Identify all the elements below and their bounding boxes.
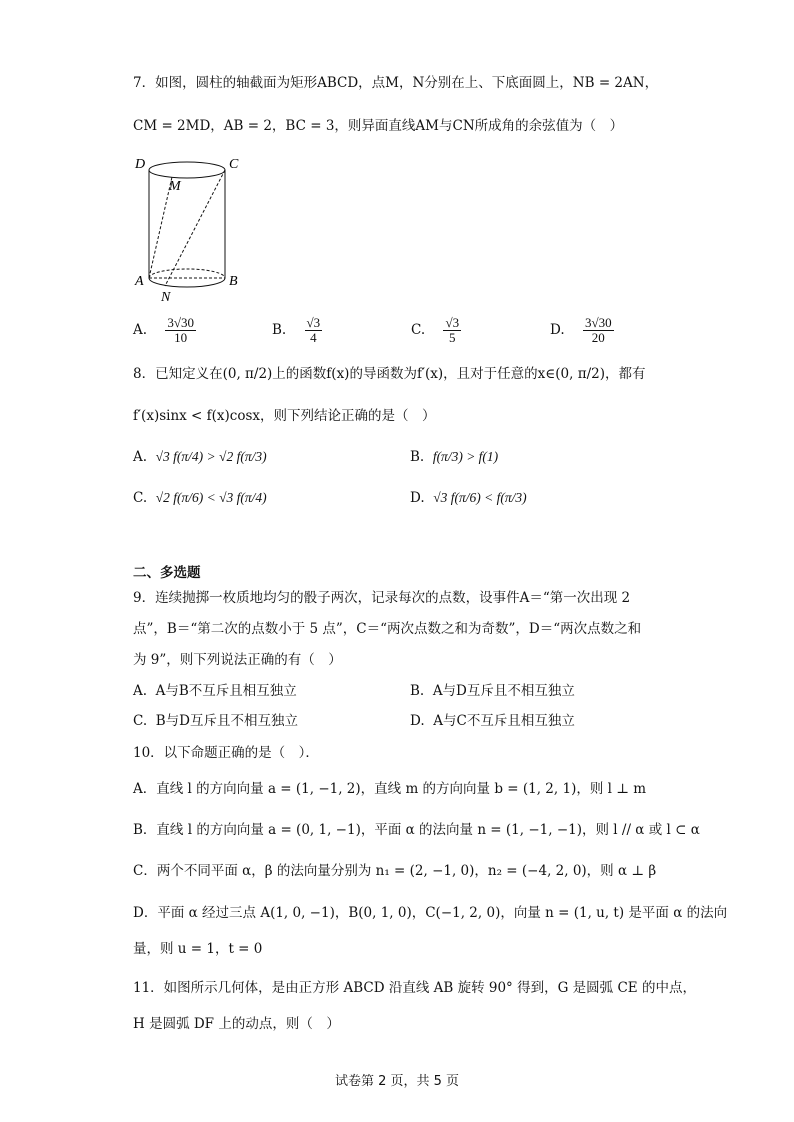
q10-option-a[interactable]: A．直线 l 的方向向量 a = (1, −1, 2)，直线 m 的方向向量 b = (1, 2, 1)，则 l ⊥ m xyxy=(133,781,647,797)
q7-option-a[interactable]: A. $\frac{3√30}{10}$ xyxy=(133,315,194,345)
q9-option-c[interactable]: C. B与D互斥且不相互独立 xyxy=(133,713,298,729)
q10-option-d-line2: 量，则 u = 1，t = 0 xyxy=(133,941,263,957)
q8-option-d[interactable]: D. √3 f(π/6) < f(π/3) xyxy=(410,490,527,506)
label-M: M xyxy=(169,179,181,194)
label-D: D xyxy=(135,157,146,172)
q8-line2: f′(x)sinx < f(x)cosx，则下列结论正确的是（ ） xyxy=(133,408,436,424)
q7-option-c[interactable]: C. $\frac{√3}{5}$ xyxy=(411,315,460,345)
q7-line2: CM = 2MD，AB = 2，BC = 3，则异面直线AM与CN所成角的余弦值为（ ） xyxy=(133,118,624,134)
q9-line3: 为 9”，则下列说法正确的有（ ） xyxy=(133,652,342,668)
label-B: B xyxy=(229,274,238,289)
q10-option-c[interactable]: C．两个不同平面 α，β 的法向量分别为 n₁ = (2, −1, 0)，n₂ = (−4, 2, 0)，则 α ⊥ β xyxy=(133,863,657,879)
q11-line2: H 是圆弧 DF 上的动点，则（ ） xyxy=(133,1016,340,1032)
q8-line1: 8．已知定义在(0, π/2)上的函数f(x)的导函数为f′(x)，且对于任意的x∈(0, π/2)，都有 xyxy=(133,366,646,382)
page-footer: 试卷第 2 页，共 5 页 xyxy=(334,1074,460,1089)
q9-option-d[interactable]: D. A与C不互斥且相互独立 xyxy=(410,713,575,729)
q7-option-d[interactable]: D. $\frac{3√30}{20}$ xyxy=(550,315,612,345)
q7-option-b[interactable]: B. $\frac{√3}{4}$ xyxy=(272,315,321,345)
q10-stem: 10．以下命题正确的是（ ）． xyxy=(133,745,319,761)
q8-option-b[interactable]: B. f(π/3) > f(1) xyxy=(410,449,499,465)
q8-option-c[interactable]: C. √2 f(π/6) < √3 f(π/4) xyxy=(133,490,267,506)
q9-option-b[interactable]: B. A与D互斥且不相互独立 xyxy=(410,683,575,699)
q9-line1: 9．连续抛掷一枚质地均匀的骰子两次，记录每次的点数，设事件A＝“第一次出现 2 xyxy=(133,590,631,606)
section-heading: 二、多选题 xyxy=(133,565,201,581)
q10-option-d-line1[interactable]: D．平面 α 经过三点 A(1, 0, −1)，B(0, 1, 0)，C(−1, 2, 0)，向量 n = (1, u, t) 是平面 α 的法向 xyxy=(133,905,728,921)
label-C: C xyxy=(229,157,239,172)
q11-line1: 11．如图所示几何体，是由正方形 ABCD 沿直线 AB 旋转 90° 得到，G 是圆弧 CE 的中点， xyxy=(133,980,696,996)
label-N: N xyxy=(161,290,171,305)
q10-option-b[interactable]: B．直线 l 的方向向量 a = (0, 1, −1)，平面 α 的法向量 n = (1, −1, −1)，则 l // α 或 l ⊂ α xyxy=(133,822,700,838)
q7-line1: 7．如图，圆柱的轴截面为矩形ABCD，点M，N分别在上、下底面圆上，NB = 2AN， xyxy=(133,75,659,91)
label-A: A xyxy=(135,274,144,289)
cylinder-figure xyxy=(125,150,250,305)
q9-line2: 点”，B＝“第二次的点数小于 5 点”，C＝“两次点数之和为奇数”，D＝“两次点数之和 xyxy=(133,621,642,637)
q9-option-a[interactable]: A. A与B不互斥且相互独立 xyxy=(133,683,297,699)
q8-option-a[interactable]: A. √3 f(π/4) > √2 f(π/3) xyxy=(133,449,267,465)
